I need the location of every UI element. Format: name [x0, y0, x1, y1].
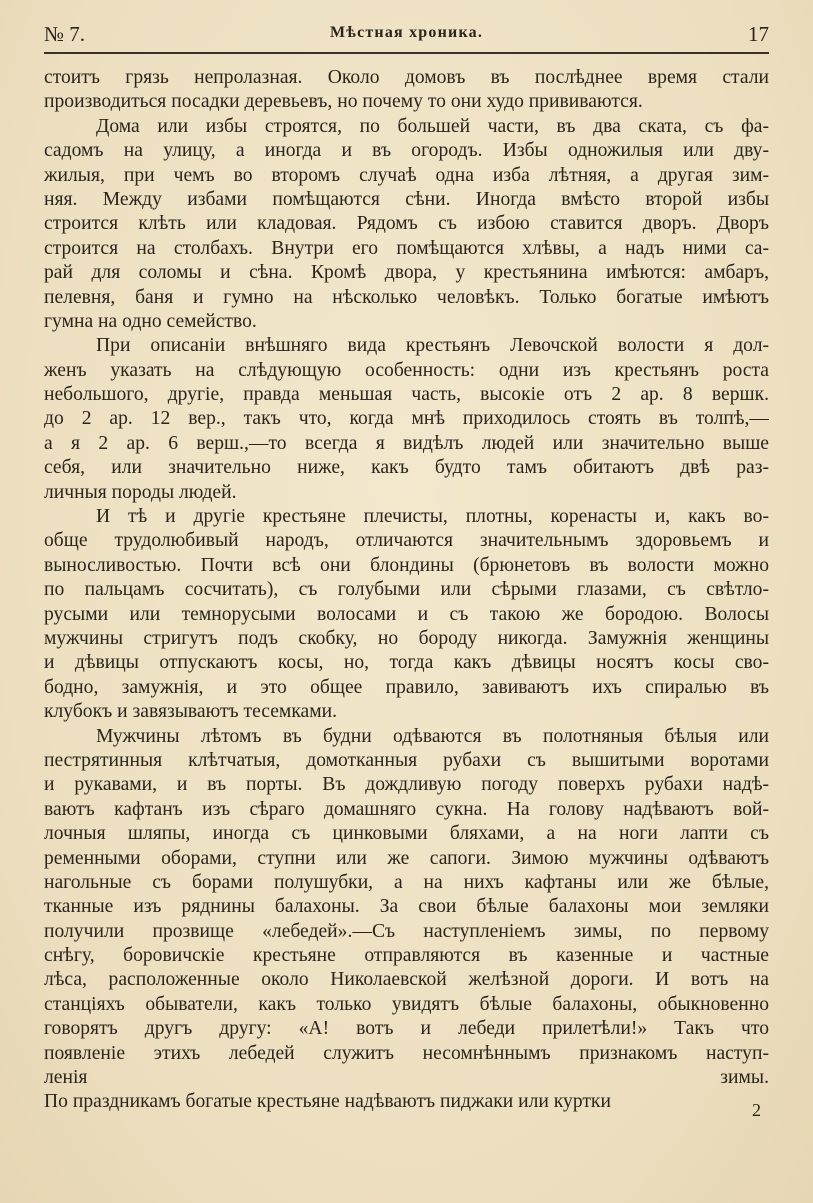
text-line: ленія зимы. [44, 1067, 769, 1089]
text-line: по пальцамъ сосчитать), съ голубыми или сѣрыми глазами, съ свѣтло- [44, 579, 769, 601]
issue-number: № 7. [44, 22, 86, 46]
text-line: гумна на одно семейство. [44, 310, 257, 332]
text-line: снѣгу, боровичскіе крестьяне отправляются въ казенные и частные [44, 945, 769, 967]
text-line: садомъ на улицу, а иногда и въ огородъ. Избы одножилыя или дву- [44, 140, 769, 162]
text-line: производиться посадки деревьевъ, но почему то они худо прививаются. [44, 91, 643, 113]
text-line: лѣса, расположенные около Николаевской желѣзной дороги. И вотъ на [44, 969, 769, 991]
text-line: ременными оборами, ступни или же сапоги. Зимою мужчины одѣваютъ [44, 847, 769, 869]
text-line: до 2 ар. 12 вер., такъ что, когда мнѣ приходилось стоять въ толпѣ,— [44, 408, 769, 430]
text-line: и дѣвицы отпускаютъ косы, но, тогда какъ дѣвицы носятъ косы сво- [44, 652, 769, 674]
page-header [44, 20, 769, 50]
printer-signature-mark: 2 [752, 1100, 761, 1120]
text-line: няя. Между избами помѣщаются сѣни. Иногда вмѣсто второй избы [44, 188, 769, 210]
running-title: Мѣстная хроника. [329, 24, 484, 41]
text-line: лочныя шляпы, иногда съ цинковыми бляхами, а на ноги лапти съ [44, 823, 769, 845]
text-line: обще трудолюбивый народъ, отличаются значительнымъ здоровьемъ и [44, 530, 769, 552]
text-line: мужчины стригутъ подъ скобку, но бороду никогда. Замужнія женщины [44, 627, 769, 649]
text-line: жилыя, при чемъ во второмъ случаѣ одна изба лѣтняя, а другая зим- [44, 164, 769, 186]
text-line: ваютъ кафтанъ изъ сѣраго домашняго сукна. На голову надѣваютъ вой- [44, 798, 769, 820]
text-line: появленіе этихъ лебедей служитъ несомнѣннымъ признакомъ наступ- [44, 1042, 769, 1064]
text-line: а я 2 ар. 6 верш.,—то всегда я видѣлъ людей или значительно выше [44, 432, 769, 454]
paragraph-start-line: Мужчины лѣтомъ въ будни одѣваются въ полотняныя бѣлыя или [96, 725, 769, 747]
paragraph-start-line: При описаніи внѣшняго вида крестьянъ Левочской волости я дол- [96, 335, 769, 357]
text-line: нагольные съ борами полушубки, а на нихъ кафтаны или же бѣлые, [44, 871, 769, 893]
text-line: строится на столбахъ. Внутри его помѣщаются хлѣвы, а надъ ними са- [44, 237, 769, 259]
text-line: стоитъ грязь непролазная. Около домовъ въ послѣднее время стали [44, 67, 769, 88]
text-line: себя, или значительно ниже, какъ будто тамъ обитаютъ двѣ раз- [44, 457, 769, 479]
text-line: бодно, замужнія, и это общее правило, завиваютъ ихъ спиралью въ [44, 676, 769, 698]
text-line: строится клѣть или кладовая. Рядомъ съ избою ставится дворъ. Дворъ [44, 213, 769, 235]
text-line: небольшого, другіе, правда меньшая часть, высокіе отъ 2 ар. 8 вершк. [44, 384, 769, 406]
text-line: получили прозвище «лебедей».—Съ наступленіемъ зимы, по первому [44, 920, 769, 942]
paragraph-start-line: И тѣ и другіе крестьяне плечисты, плотны, коренасты и, какъ во- [96, 506, 769, 528]
text-line: По праздникамъ богатые крестьяне надѣваютъ пиджаки или куртки [44, 1091, 611, 1113]
text-line: рай для соломы и сѣна. Кромѣ двора, у крестьянина имѣются: амбаръ, [44, 262, 769, 284]
text-line: личныя породы людей. [44, 481, 237, 503]
text-body [44, 66, 769, 1139]
text-line: пелевня, баня и гумно на нѣсколько человѣкъ. Только богатые имѣютъ [44, 286, 769, 308]
page-number: 17 [748, 22, 769, 46]
text-line: русыми или темнорусыми волосами и съ такою же бородою. Волосы [44, 603, 769, 625]
text-line: тканные изъ ряднины балахоны. За свои бѣлые балахоны мои земляки [44, 896, 769, 918]
paragraph-start-line: Дома или избы строятся, по большей части, въ два ската, съ фа- [96, 115, 769, 137]
text-line: и рукавами, и въ порты. Въ дождливую погоду поверхъ рубахи надѣ- [44, 774, 769, 796]
text-line: выносливостью. Почти всѣ они блондины (брюнетовъ въ волости можно [44, 554, 769, 576]
paragraph-start-line [44, 1115, 769, 1139]
text-line: станціяхъ обыватели, какъ только увидятъ бѣлые балахоны, обыкновенно [44, 993, 769, 1015]
header-rule [44, 52, 769, 54]
text-line: говорятъ другъ другу: «А! вотъ и лебеди прилетѣли!» Такъ что [44, 1018, 769, 1040]
text-line: клубокъ и завязываютъ тесемками. [44, 701, 338, 723]
text-line: женъ указать на слѣдующую особенность: одни изъ крестьянъ роста [44, 359, 769, 381]
text-line: пестрятинныя клѣтчатыя, домотканныя рубахи съ вышитыми воротами [44, 749, 769, 771]
